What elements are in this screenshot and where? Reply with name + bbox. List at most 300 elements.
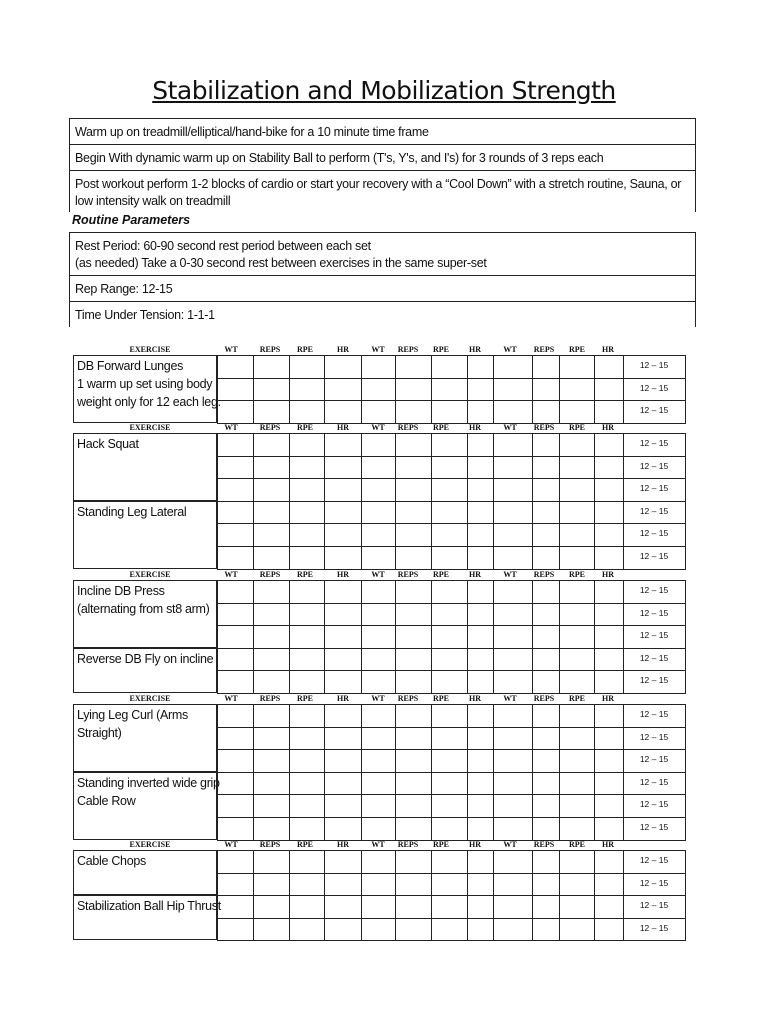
log-input-cell[interactable] [532,355,560,379]
log-input-cell[interactable] [559,873,595,897]
log-input-cell[interactable] [594,603,624,627]
log-input-cell[interactable] [253,580,290,604]
log-input-cell[interactable] [324,727,362,751]
log-input-cell[interactable] [217,456,254,480]
log-input-cell[interactable] [289,378,325,402]
log-input-cell[interactable] [493,501,533,525]
log-input-cell[interactable] [559,704,595,728]
log-input-cell[interactable] [493,749,533,773]
log-input-cell[interactable] [395,355,432,379]
log-input-cell[interactable] [532,794,560,818]
log-input-cell[interactable] [467,895,494,919]
log-input-cell[interactable] [217,704,254,728]
column-header: REPS [259,423,281,432]
log-input-cell[interactable] [467,749,494,773]
log-input-cell[interactable] [324,749,362,773]
log-input-cell[interactable] [289,523,325,547]
log-input-cell[interactable] [324,625,362,649]
log-input-cell[interactable] [594,546,624,570]
column-header: HR [337,570,349,579]
log-input-cell[interactable] [493,580,533,604]
log-input-cell[interactable] [289,727,325,751]
log-input-cell[interactable] [253,727,290,751]
log-input-cell[interactable] [467,478,494,502]
log-input-cell[interactable] [467,873,494,897]
log-input-cell[interactable] [395,400,432,424]
log-input-cell[interactable] [493,355,533,379]
log-input-cell[interactable] [217,850,254,874]
log-input-cell[interactable] [361,704,396,728]
log-input-cell[interactable] [493,456,533,480]
log-input-cell[interactable] [324,873,362,897]
log-input-cell[interactable] [532,625,560,649]
log-input-cell[interactable] [493,794,533,818]
log-input-cell[interactable] [431,603,468,627]
log-input-cell[interactable] [532,580,560,604]
log-input-cell[interactable] [467,456,494,480]
log-input-cell[interactable] [467,850,494,874]
param-line: Rep Range: 12-15 [69,275,696,301]
log-input-cell[interactable] [361,794,396,818]
log-input-cell[interactable] [361,873,396,897]
log-input-cell[interactable] [289,456,325,480]
log-input-cell[interactable] [253,895,290,919]
log-input-cell[interactable] [217,794,254,818]
log-input-cell[interactable] [217,523,254,547]
log-input-cell[interactable] [431,704,468,728]
log-input-cell[interactable] [253,918,290,942]
log-input-cell[interactable] [361,456,396,480]
log-input-cell[interactable] [395,456,432,480]
log-input-cell[interactable] [559,895,595,919]
log-input-cell[interactable] [324,918,362,942]
log-input-cell[interactable] [361,433,396,457]
log-input-cell[interactable] [217,501,254,525]
log-input-cell[interactable] [217,772,254,796]
log-input-cell[interactable] [395,794,432,818]
log-input-cell[interactable] [217,727,254,751]
log-input-cell[interactable] [467,704,494,728]
log-input-cell[interactable] [559,749,595,773]
log-input-cell[interactable] [532,456,560,480]
log-input-cell[interactable] [395,918,432,942]
log-input-cell[interactable] [467,501,494,525]
log-input-cell[interactable] [395,704,432,728]
log-input-cell[interactable] [289,648,325,672]
log-input-cell[interactable] [253,749,290,773]
log-input-cell[interactable] [493,523,533,547]
log-input-cell[interactable] [467,817,494,841]
log-input-cell[interactable] [594,704,624,728]
log-input-cell[interactable] [395,433,432,457]
column-header: RPE [297,570,313,579]
log-input-cell[interactable] [594,817,624,841]
log-input-cell[interactable] [217,400,254,424]
log-input-cell[interactable] [594,625,624,649]
log-input-cell[interactable] [431,794,468,818]
log-input-cell[interactable] [559,501,595,525]
log-input-cell[interactable] [559,456,595,480]
log-input-cell[interactable] [493,817,533,841]
log-input-cell[interactable] [324,850,362,874]
log-input-cell[interactable] [594,749,624,773]
log-input-cell[interactable] [493,433,533,457]
log-input-cell[interactable] [289,918,325,942]
log-input-cell[interactable] [324,670,362,694]
log-input-cell[interactable] [559,378,595,402]
log-input-cell[interactable] [324,400,362,424]
log-input-cell[interactable] [253,378,290,402]
rep-range-label: 12 – 15 [639,922,669,933]
exercise-name-line: DB Forward Lunges [77,359,184,373]
log-input-cell[interactable] [594,873,624,897]
log-input-cell[interactable] [467,603,494,627]
log-input-cell[interactable] [361,895,396,919]
log-input-cell[interactable] [324,501,362,525]
log-input-cell[interactable] [532,817,560,841]
log-input-cell[interactable] [431,378,468,402]
log-input-cell[interactable] [467,546,494,570]
log-input-cell[interactable] [594,794,624,818]
log-input-cell[interactable] [431,355,468,379]
log-input-cell[interactable] [594,895,624,919]
log-input-cell[interactable] [467,625,494,649]
log-input-cell[interactable] [594,456,624,480]
log-input-cell[interactable] [253,546,290,570]
log-input-cell[interactable] [493,378,533,402]
log-input-cell[interactable] [361,749,396,773]
log-input-cell[interactable] [324,794,362,818]
log-input-cell[interactable] [289,749,325,773]
log-input-cell[interactable] [431,523,468,547]
log-input-cell[interactable] [431,895,468,919]
log-input-cell[interactable] [532,895,560,919]
log-input-cell[interactable] [361,670,396,694]
log-input-cell[interactable] [217,749,254,773]
log-input-cell[interactable] [532,670,560,694]
log-input-cell[interactable] [493,918,533,942]
log-input-cell[interactable] [324,546,362,570]
log-input-cell[interactable] [431,670,468,694]
log-input-cell[interactable] [594,400,624,424]
log-input-cell[interactable] [324,772,362,796]
exercise-name-line: Incline DB Press [77,584,165,598]
log-input-cell[interactable] [431,918,468,942]
log-input-cell[interactable] [217,648,254,672]
log-input-cell[interactable] [395,546,432,570]
log-input-cell[interactable] [532,704,560,728]
log-input-cell[interactable] [493,850,533,874]
log-input-cell[interactable] [253,478,290,502]
log-input-cell[interactable] [361,918,396,942]
log-input-cell[interactable] [395,817,432,841]
log-input-cell[interactable] [324,478,362,502]
log-input-cell[interactable] [559,918,595,942]
log-input-cell[interactable] [493,873,533,897]
log-input-cell[interactable] [361,850,396,874]
log-input-cell[interactable] [431,850,468,874]
log-input-cell[interactable] [253,670,290,694]
log-input-cell[interactable] [253,648,290,672]
log-input-cell[interactable] [253,355,290,379]
log-input-cell[interactable] [559,603,595,627]
log-input-cell[interactable] [431,648,468,672]
log-input-cell[interactable] [467,355,494,379]
log-input-cell[interactable] [532,918,560,942]
log-input-cell[interactable] [361,648,396,672]
log-input-cell[interactable] [289,850,325,874]
log-input-cell[interactable] [395,523,432,547]
column-header: RPE [297,840,313,849]
log-input-cell[interactable] [217,895,254,919]
log-input-cell[interactable] [493,772,533,796]
log-input-cell[interactable] [253,794,290,818]
log-input-cell[interactable] [361,355,396,379]
log-input-cell[interactable] [289,817,325,841]
log-input-cell[interactable] [289,704,325,728]
log-input-cell[interactable] [532,378,560,402]
log-input-cell[interactable] [559,355,595,379]
log-input-cell[interactable] [324,603,362,627]
log-input-cell[interactable] [217,873,254,897]
log-input-cell[interactable] [253,873,290,897]
log-input-cell[interactable] [559,478,595,502]
log-input-cell[interactable] [431,873,468,897]
log-input-cell[interactable] [467,670,494,694]
log-input-cell[interactable] [532,603,560,627]
log-input-cell[interactable] [467,794,494,818]
log-input-cell[interactable] [493,670,533,694]
log-input-cell[interactable] [361,625,396,649]
log-input-cell[interactable] [361,772,396,796]
log-input-cell[interactable] [217,817,254,841]
log-input-cell[interactable] [431,772,468,796]
log-input-cell[interactable] [253,817,290,841]
log-input-cell[interactable] [324,378,362,402]
log-input-cell[interactable] [467,648,494,672]
log-input-cell[interactable] [324,523,362,547]
log-input-cell[interactable] [217,433,254,457]
log-input-cell[interactable] [395,670,432,694]
log-input-cell[interactable] [493,478,533,502]
log-input-cell[interactable] [289,478,325,502]
log-input-cell[interactable] [324,648,362,672]
log-input-cell[interactable] [217,918,254,942]
log-input-cell[interactable] [361,603,396,627]
log-input-cell[interactable] [431,400,468,424]
log-input-cell[interactable] [594,433,624,457]
log-input-cell[interactable] [431,749,468,773]
log-input-cell[interactable] [289,895,325,919]
log-input-cell[interactable] [493,603,533,627]
log-input-cell[interactable] [467,523,494,547]
log-input-cell[interactable] [217,478,254,502]
log-input-cell[interactable] [493,704,533,728]
log-input-cell[interactable] [289,625,325,649]
log-input-cell[interactable] [594,772,624,796]
log-input-cell[interactable] [493,546,533,570]
log-input-cell[interactable] [532,478,560,502]
log-input-cell[interactable] [361,523,396,547]
log-input-cell[interactable] [289,603,325,627]
log-input-cell[interactable] [361,478,396,502]
log-input-cell[interactable] [559,523,595,547]
log-input-cell[interactable] [532,523,560,547]
log-input-cell[interactable] [493,648,533,672]
log-input-cell[interactable] [594,580,624,604]
log-input-cell[interactable] [431,727,468,751]
log-input-cell[interactable] [559,817,595,841]
log-input-cell[interactable] [467,433,494,457]
log-input-cell[interactable] [395,772,432,796]
log-input-cell[interactable] [594,670,624,694]
log-input-cell[interactable] [431,433,468,457]
log-input-cell[interactable] [253,456,290,480]
log-input-cell[interactable] [532,546,560,570]
log-input-cell[interactable] [493,625,533,649]
log-input-cell[interactable] [253,850,290,874]
log-input-cell[interactable] [253,603,290,627]
log-input-cell[interactable] [493,400,533,424]
log-input-cell[interactable] [289,580,325,604]
log-input-cell[interactable] [395,727,432,751]
log-input-cell[interactable] [253,704,290,728]
log-input-cell[interactable] [217,580,254,604]
log-input-cell[interactable] [217,625,254,649]
log-input-cell[interactable] [467,400,494,424]
log-input-cell[interactable] [361,580,396,604]
params-box [69,232,696,327]
log-input-cell[interactable] [594,355,624,379]
log-input-cell[interactable] [559,625,595,649]
log-input-cell[interactable] [361,378,396,402]
log-input-cell[interactable] [532,433,560,457]
log-input-cell[interactable] [217,378,254,402]
log-input-cell[interactable] [559,433,595,457]
log-input-cell[interactable] [395,895,432,919]
log-input-cell[interactable] [324,456,362,480]
log-input-cell[interactable] [324,895,362,919]
log-input-cell[interactable] [532,400,560,424]
log-input-cell[interactable] [559,400,595,424]
log-input-cell[interactable] [253,772,290,796]
log-input-cell[interactable] [594,478,624,502]
log-input-cell[interactable] [559,850,595,874]
log-input-cell[interactable] [361,727,396,751]
log-input-cell[interactable] [217,546,254,570]
log-input-cell[interactable] [289,794,325,818]
log-input-cell[interactable] [324,580,362,604]
log-input-cell[interactable] [395,873,432,897]
log-input-cell[interactable] [559,648,595,672]
log-input-cell[interactable] [217,355,254,379]
log-input-cell[interactable] [395,378,432,402]
log-input-cell[interactable] [289,355,325,379]
log-input-cell[interactable] [594,850,624,874]
rep-range-label: 12 – 15 [639,528,669,539]
log-input-cell[interactable] [431,478,468,502]
log-input-cell[interactable] [361,400,396,424]
log-input-cell[interactable] [289,546,325,570]
log-input-cell[interactable] [324,817,362,841]
log-input-cell[interactable] [559,546,595,570]
log-input-cell[interactable] [431,817,468,841]
log-input-cell[interactable] [289,501,325,525]
log-input-cell[interactable] [217,670,254,694]
log-input-cell[interactable] [253,400,290,424]
log-input-cell[interactable] [532,749,560,773]
log-input-cell[interactable] [594,918,624,942]
log-input-cell[interactable] [493,727,533,751]
log-input-cell[interactable] [361,546,396,570]
log-input-cell[interactable] [431,546,468,570]
log-input-cell[interactable] [532,772,560,796]
log-input-cell[interactable] [253,501,290,525]
exercise-name [77,357,221,411]
log-input-cell[interactable] [289,433,325,457]
log-input-cell[interactable] [395,580,432,604]
rep-range-label: 12 – 15 [639,438,669,448]
log-input-cell[interactable] [253,523,290,547]
log-input-cell[interactable] [594,501,624,525]
log-input-cell[interactable] [395,478,432,502]
log-input-cell[interactable] [594,378,624,402]
log-input-cell[interactable] [395,625,432,649]
log-input-cell[interactable] [431,580,468,604]
log-input-cell[interactable] [532,501,560,525]
log-input-cell[interactable] [467,580,494,604]
log-input-cell[interactable] [217,603,254,627]
log-input-cell[interactable] [559,794,595,818]
log-input-cell[interactable] [289,400,325,424]
log-input-cell[interactable] [289,670,325,694]
log-input-cell[interactable] [395,501,432,525]
log-input-cell[interactable] [559,580,595,604]
log-input-cell[interactable] [431,501,468,525]
log-input-cell[interactable] [594,648,624,672]
log-input-cell[interactable] [253,433,290,457]
log-input-cell[interactable] [532,727,560,751]
log-input-cell[interactable] [559,727,595,751]
log-input-cell[interactable] [361,501,396,525]
log-input-cell[interactable] [493,895,533,919]
log-input-cell[interactable] [467,772,494,796]
log-input-cell[interactable] [594,523,624,547]
log-input-cell[interactable] [467,918,494,942]
log-input-cell[interactable] [253,625,290,649]
log-input-cell[interactable] [431,625,468,649]
log-input-cell[interactable] [395,749,432,773]
log-input-cell[interactable] [467,378,494,402]
log-input-cell[interactable] [431,456,468,480]
log-input-cell[interactable] [361,817,396,841]
log-input-cell[interactable] [532,850,560,874]
log-input-cell[interactable] [324,355,362,379]
log-input-cell[interactable] [289,772,325,796]
log-input-cell[interactable] [594,727,624,751]
log-input-cell[interactable] [289,873,325,897]
log-input-cell[interactable] [532,873,560,897]
log-input-cell[interactable] [395,603,432,627]
log-input-cell[interactable] [532,648,560,672]
log-input-cell[interactable] [559,772,595,796]
log-input-cell[interactable] [324,433,362,457]
log-input-cell[interactable] [395,850,432,874]
log-input-cell[interactable] [395,648,432,672]
log-input-cell[interactable] [559,670,595,694]
log-input-cell[interactable] [324,704,362,728]
log-input-cell[interactable] [467,727,494,751]
